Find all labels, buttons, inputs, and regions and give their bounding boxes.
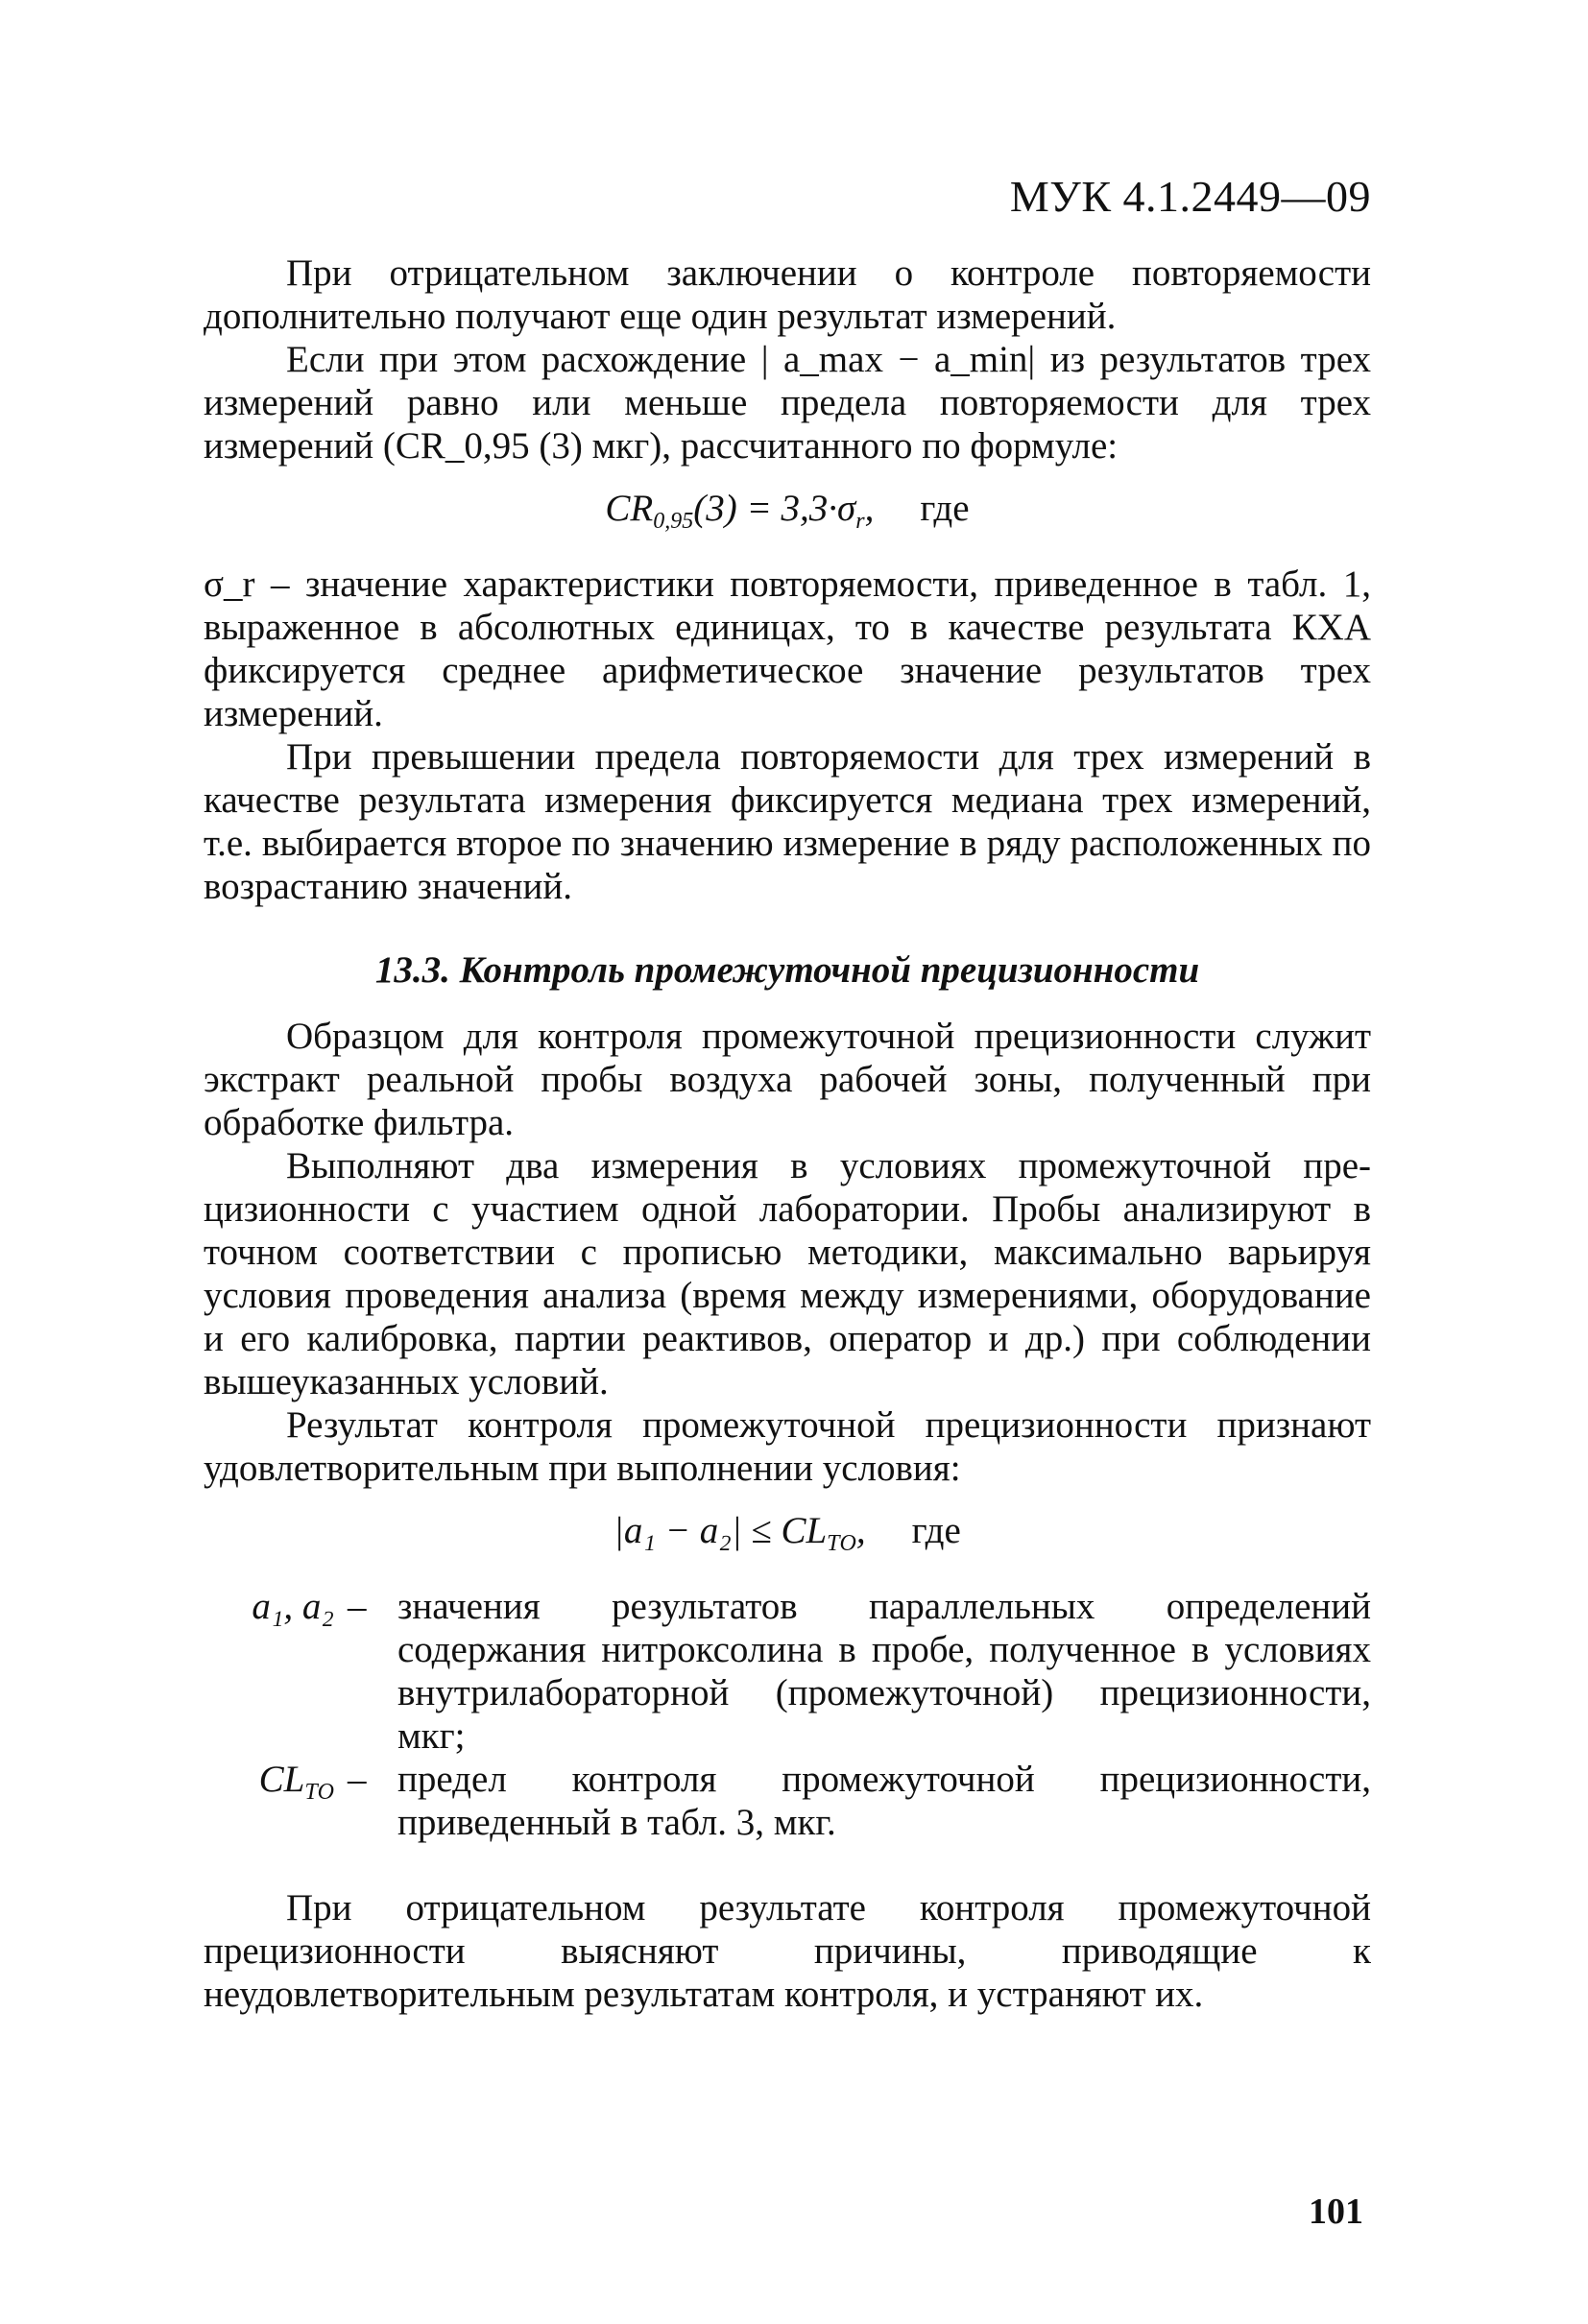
paragraph-two-measurements: Выполняют два измерения в условиях промежуточной пре-цизионности с участием одной лаборатории. Пробы анализируют в точном соответствии с прописью методики, максимально варьируя условия проведения анализа (время между измерениями, оборудование и его калибровка, партии реактивов, оператор и др.) при соблюдении вышеуказанных условий. bbox=[204, 1145, 1371, 1402]
definition-dash: – bbox=[348, 1759, 367, 1800]
formula2-tail: , bbox=[855, 1510, 866, 1551]
formula2-expr-subscript: ТО bbox=[827, 1531, 856, 1556]
formula1-rest: (3) = 3,3·σ bbox=[693, 488, 856, 529]
definition-term-subscript: ТО bbox=[304, 1780, 334, 1805]
definitions-list bbox=[204, 1585, 1371, 1844]
definition-term bbox=[204, 1585, 342, 1758]
definition-term-text: a₁, a₂ bbox=[252, 1586, 334, 1627]
formula2-where: где bbox=[911, 1510, 961, 1551]
document-code-header: МУК 4.1.2449—09 bbox=[1009, 172, 1371, 221]
formula1-where: где bbox=[920, 488, 970, 529]
paragraph-exceeding-limit: При превышении предела повторяемости для трех измерений в качестве результата измерения фиксируется медиана трех измерений, т.е. выбирается второе по значению измерение в ряду расположенных по возрастанию значений. bbox=[204, 736, 1371, 907]
definition-text: предел контроля промежуточной прецизионности, приведенный в табл. 3, мкг. bbox=[397, 1759, 1371, 1843]
formula2-expr: |a₁ − a₂| ≤ CL bbox=[614, 1510, 828, 1551]
section-heading: 13.3. Контроль промежуточной прецизионности bbox=[374, 949, 1200, 991]
formula1-rest-subscript: r bbox=[855, 509, 865, 534]
text-column bbox=[204, 252, 1371, 2016]
definition-item bbox=[204, 1758, 1371, 1844]
definition-text: значения результатов параллельных определений содержания нитроксолина в пробе, полученное в условиях внутрилабораторной (промежуточной) прецизионности, мкг; bbox=[397, 1586, 1371, 1757]
definition-item bbox=[204, 1585, 1371, 1758]
definition-term bbox=[204, 1758, 342, 1844]
definition-dash: – bbox=[348, 1586, 367, 1627]
paragraph-control-result: Результат контроля промежуточной прецизионности признают удовлетворительным при выполнении условия: bbox=[204, 1404, 1371, 1489]
definition-description bbox=[342, 1758, 1371, 1844]
formula1-lhs: CR bbox=[605, 488, 654, 529]
formula1-lhs-subscript: 0,95 bbox=[653, 509, 694, 534]
page-number: 101 bbox=[1309, 2192, 1363, 2232]
paragraph-negative-result: При отрицательном результате контроля промежуточной прецизионности выясняют причины, приводящие к неудовлетворительным результатам контроля, и устраняют их. bbox=[204, 1887, 1371, 2015]
paragraph-negative-conclusion: При отрицательном заключении о контроле повторяемости дополнительно получают еще один результат измерений. bbox=[204, 252, 1371, 337]
formula-repeatability-limit bbox=[204, 487, 1371, 543]
definition-term-text: CL bbox=[258, 1759, 305, 1800]
paragraph-sigma-definition: σ_r – значение характеристики повторяемости, приведенное в табл. 1, выраженное в абсолютных единицах, то в качестве результата КХА фиксируется среднее арифметическое значение результатов трех измерений. bbox=[204, 563, 1371, 734]
formula-precision-condition bbox=[204, 1509, 1371, 1566]
paragraph-sample: Образцом для контроля промежуточной прецизионности служит экстракт реальной пробы воздуха рабочей зоны, полученный при обработке фильтра. bbox=[204, 1016, 1371, 1143]
definition-description bbox=[342, 1585, 1371, 1758]
formula1-tail: , bbox=[864, 488, 875, 529]
paragraph-discrepancy: Если при этом расхождение | a_max − a_min| из результатов трех измерений равно или меньше предела повторяемости для трех измерений (CR_0,95 (3) мкг), рассчитанного по формуле: bbox=[204, 339, 1371, 467]
